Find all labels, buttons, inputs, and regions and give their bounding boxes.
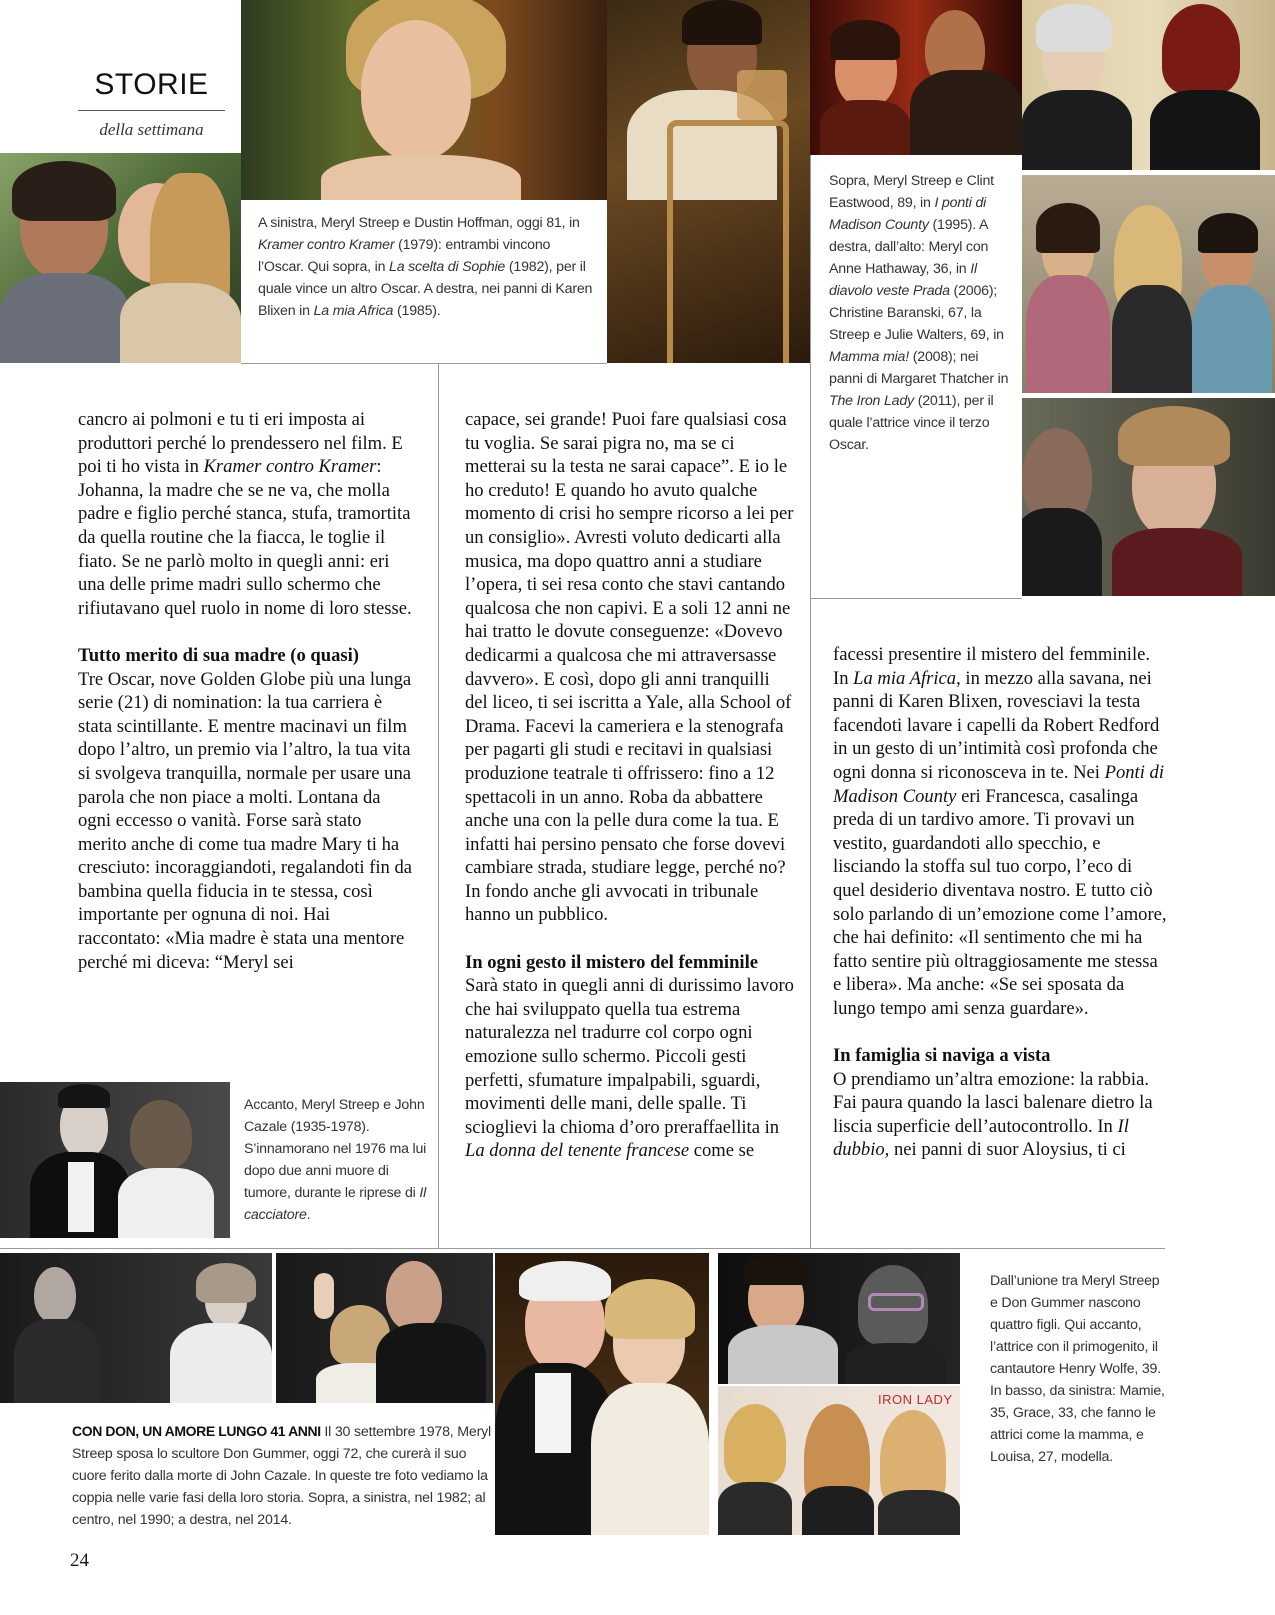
la-mia-africa-photo [607,0,810,363]
daughters-photo [718,1386,960,1535]
top-photo-rule [241,363,607,364]
rattan-chair [667,120,789,363]
john-cazale-photo [0,1082,230,1238]
column3-top-rule [810,598,1022,599]
section-divider [78,110,225,111]
white-shirt [535,1373,571,1453]
column-rule-2 [810,155,811,1248]
kramer-contro-kramer-photo [0,153,241,363]
column1-paragraph-1: cancro ai polmoni e tu ti eri imposta ai produttori perché lo prendessero nel film. E poi ti ho vista in Kramer contro Kramer: Johanna, la madre che se ne va, che molla padre e figlio perché stanca, stufa, tramortita da quella routine che la fiacca, le toglie il fiato. Se ne parlò molto in quegli anni: eri una delle prime madri sullo schermo che rifiutavano quel ruolo in nome di loro stesse. [78,409,412,619]
middle-left-caption: Accanto, Meryl Streep e John Cazale (1935-1978). S’innamorano nel 1976 ma lui dopo due anni muore di tumore, durante le riprese di Il cacciatore. [244,1097,427,1223]
don-gummer-1982-photo [0,1253,272,1403]
raised-fist [314,1273,334,1319]
caption-lead: CON DON, UN AMORE LUNGO 41 ANNI [72,1423,321,1439]
column2-paragraph-1: capace, sei grande! Puoi fare qualsiasi cosa tu voglia. Se sarai pigra no, ma se ci metterai su la testa ne sarai capace”. E io le ho creduto! E quando ho avuto qualche momento di crisi ho sempre ricorso a lei per un consiglio». Avresti voluto dedicarti alla musica, ma dopo quattro anni a studiare l’opera, ti sei resa conto che stavi cantando qualcosa che non capivi. E a soli 12 anni ne hai tratto le dovute conseguenze: «Dovevo dedicarmi a qualcosa che mi attraversasse davvero». E così, dopo gli anni tranquilli del liceo, ti sei iscritta a Yale, alla School of Drama. Facevi la cameriera e la stenografa per pagarti gli studi e recitavi in qualsiasi produzione teatrale ti offrissero: fino a 12 spettacoli in un anno. Roba da abbattere anche una con la pelle dura come la tua. E infatti hai persino pensato che forse dovevi cambiare strada, studiare legge, perché no? In fondo anche gli avvocati in tribunale hanno un pubblico. [465,409,794,926]
iron-lady-photo [1022,398,1275,596]
page-number: 24 [70,1550,89,1571]
top-right-caption: Sopra, Meryl Streep e Clint Eastwood, 89, in I ponti di Madison County (1995). A destra, dall’alto: Meryl con Anne Hathaway, 36, in Il diavolo veste Prada (2006); Christine Baranski, 67, la Streep e Julie Walters, 69, in Mamma mia! (2008); nei panni di Margaret Thatcher in The Iron Lady (2011), per il quale l’attrice vince il terzo Oscar. [829,173,1009,453]
glasses [868,1293,924,1311]
bottom-left-caption: CON DON, UN AMORE LUNGO 41 ANNI Il 30 settembre 1978, Meryl Streep sposa lo scultore Don Gummer, oggi 72, che curerà il suo cuore ferito dalla morte di John Cazale. In queste tre foto vediamo la coppia nelle varie fasi della loro storia. Sopra, a sinistra, nel 1982; al centro, nel 1990; a destra, nel 2014. [72,1423,491,1528]
column2-subhead: In ogni gesto il mistero del femminile [465,951,758,973]
section-subtitle: della settimana [99,120,204,139]
iron-lady-banner: IRON LADY [878,1392,953,1407]
diavolo-veste-prada-photo [1022,0,1275,170]
section-title: STORIE [94,68,209,101]
don-gummer-1990-photo [276,1253,493,1403]
article-column-1 [78,408,414,974]
column-rule-1 [438,363,439,1248]
column3-paragraph-2: O prendiamo un’altra emozione: la rabbia. Fai paura quando la lasci balenare dietro la liscia superficie dell’autocontrollo. In Il dubbio, nei panni di suor Aloysius, ti ci [833,1068,1153,1161]
column2-paragraph-2: Sarà stato in quegli anni di durissimo lavoro che hai sviluppato quella tua estrema naturalezza nel tradurre col corpo ogni emozione sullo schermo. Piccoli gesti perfetti, sfumature impalpabili, sguardi, movimenti delle mani, delle spalle. Ti scioglievi la chioma d’oro preraffaellita in La donna del tenente francese come se [465,975,794,1162]
column3-subhead: In famiglia si naviga a vista [833,1045,1051,1067]
bottom-right-caption: Dall’unione tra Meryl Streep e Don Gummer nascono quattro figli. Qui accanto, l’attrice con il primogenito, il cantautore Henry Wolfe, 39. In basso, da sinistra: Mamie, 35, Grace, 33, che fanno le attrici come la mamma, e Louisa, 27, modella. [990,1273,1165,1465]
shirt [68,1162,94,1232]
article-column-2 [465,408,795,1163]
column1-subhead: Tutto merito di sua madre (o quasi) [78,644,359,666]
bottom-rule [0,1248,1165,1249]
la-scelta-di-sophie-photo [241,0,607,200]
column3-paragraph-1: facessi presentire il mistero del femminile. In La mia Africa, in mezzo alla savana, nei panni di Karen Blixen, rovesciavi la testa facendoti lavare i capelli da Robert Redford in un gesto di un’intimità così profonda che ogni donna si riconosceva in te. Nei Ponti di Madison County eri Francesca, casalinga preda di un tardivo amore. Ti provavi un vestito, guardandoti allo specchio, e lisciando la stoffa sul tuo corpo, l’eco di quel desiderio diventava nostro. E tutto ciò solo parlando di un’emozione come l’amore, che hai definito: «Il sentimento che mi ha fatto sentire più oltraggiosamente me stessa e libera». Ma anche: «Se sei sposata da lungo tempo ami senza guardare». [833,644,1167,1019]
ponti-di-madison-county-photo [810,0,1022,155]
article-column-3 [833,643,1167,1162]
henry-wolfe-photo [718,1253,960,1384]
top-left-caption: A sinistra, Meryl Streep e Dustin Hoffman, oggi 81, in Kramer contro Kramer (1979): entrambi vincono l’Oscar. Qui sopra, in La scelta di Sophie (1982), per il quale vince un altro Oscar. A destra, nei panni di Karen Blixen in La mia Africa (1985). [258,215,593,319]
glass [737,70,787,120]
column1-paragraph-2: Tre Oscar, nove Golden Globe più una lunga serie (21) di nomination: la tua carriera è stata scintillante. E mentre macinavi un film dopo l’altro, un premio via l’altro, la tua vita si svolgeva tranquilla, normale per usare una parola che non piace a molti. Lontana da ogni eccesso o vanità. Forse sarà stato merito anche di come tua madre Mary ti ha cresciuto: incoraggiandoti, regalandoti fin da bambina quella fiducia in te stessa, così importante per ognuna di noi. Hai raccontato: «Mia madre è stata una mentore perché mi diceva: “Meryl sei [78,668,413,973]
mamma-mia-photo [1022,175,1275,393]
don-gummer-2014-photo [495,1253,709,1535]
